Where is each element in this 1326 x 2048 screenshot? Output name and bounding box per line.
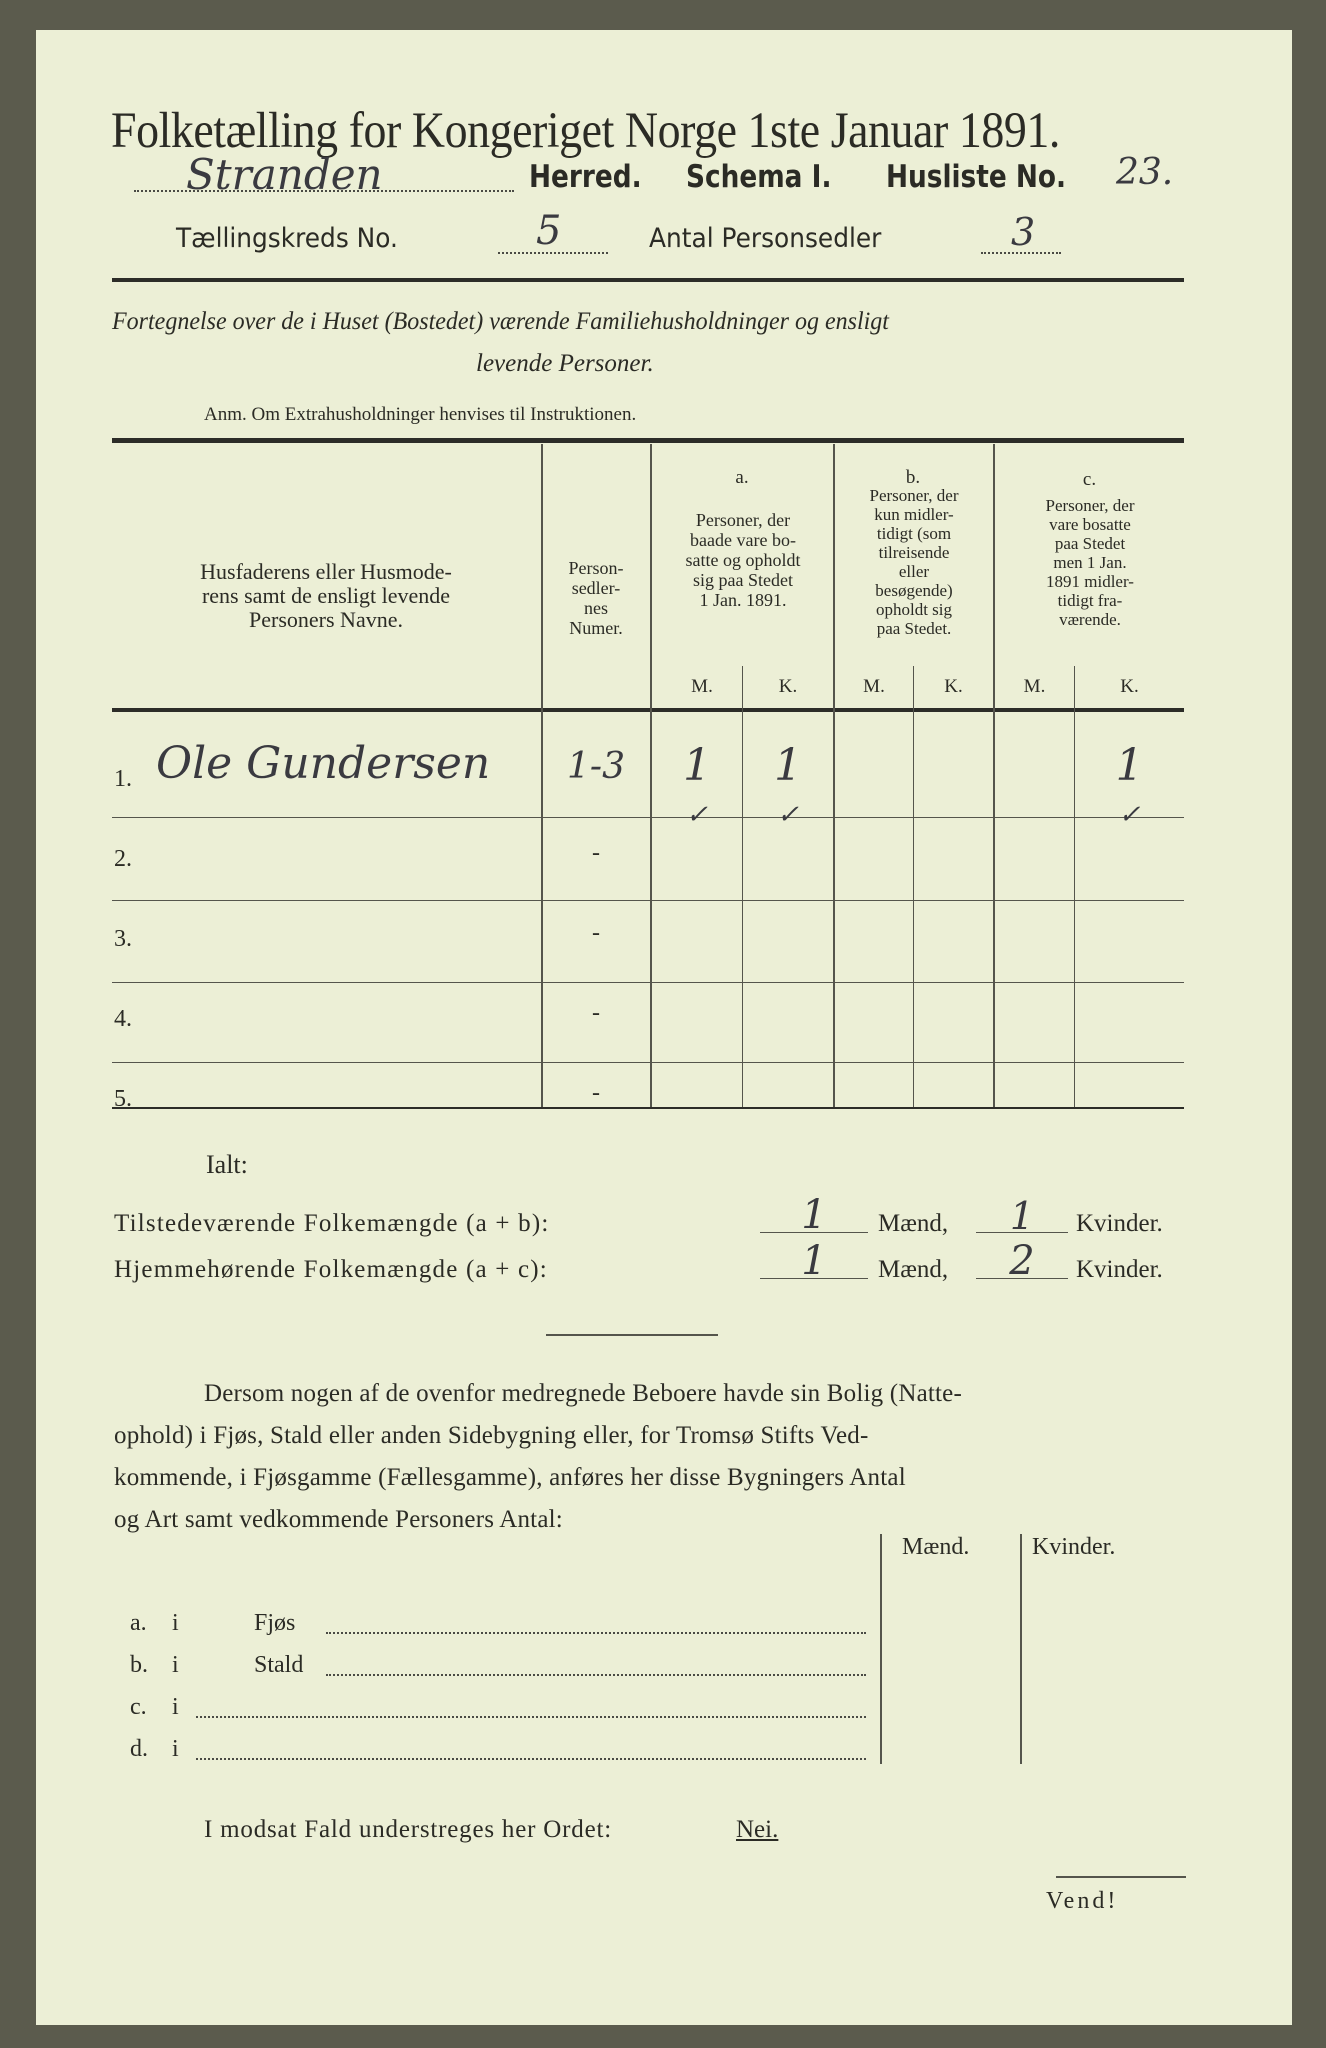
bolig-line2-text: ophold) i Fjøs, Stald eller anden Sidebygning eller, for Tromsø Stifts Ved- xyxy=(114,1422,869,1449)
section-divider xyxy=(546,1334,718,1336)
row-separator xyxy=(112,900,1184,901)
col-header-numer-l2: sedler- xyxy=(571,578,621,598)
col-header-numer xyxy=(544,558,648,638)
col-header-b-l8: paa Stedet. xyxy=(876,619,952,638)
col-divider-b xyxy=(993,444,995,1107)
col-divider-a-mk xyxy=(742,666,743,1107)
col-divider-name xyxy=(541,444,543,1107)
kreds-label: Tællingskreds No. xyxy=(176,223,398,254)
row-number: 5. xyxy=(114,1086,132,1112)
modsat-label: I modsat Fald understreges her Ordet: xyxy=(204,1816,612,1843)
col-header-numer-l4: Numer. xyxy=(569,618,623,638)
anm-note: Anm. Om Extrahusholdninger henvises til Instruktionen. xyxy=(204,404,637,425)
row-number: 3. xyxy=(114,926,132,952)
hjemme-kvinder-value: 2 xyxy=(1009,1238,1035,1284)
intro-line1: Fortegnelse over de i Huset (Bostedet) værende Familiehusholdninger og ensligt xyxy=(112,308,889,335)
person-name: Ole Gundersen xyxy=(156,738,491,789)
col-header-b-l2: kun midler- xyxy=(874,505,954,524)
col-header-numer-l3: nes xyxy=(584,598,608,618)
col-header-a-letter: a. xyxy=(735,467,749,488)
hjemme-kvinder-label: Kvinder. xyxy=(1076,1256,1163,1283)
hjemme-maend-label: Mænd, xyxy=(878,1256,949,1283)
col-header-names-l3: Personers Navne. xyxy=(249,607,403,632)
col-header-b-letter: b. xyxy=(905,467,921,488)
col-divider-c-mk xyxy=(1074,666,1075,1107)
col-header-numer-l1: Person- xyxy=(568,558,624,578)
bolig-line1: Dersom nogen af de ovenfor medregnede Beboere havde sin Bolig (Natte- xyxy=(204,1380,962,1407)
tilstede-kvinder-value: 1 xyxy=(1009,1194,1035,1238)
table-header-bottom-rule xyxy=(112,708,1184,712)
bolig-dotted-line xyxy=(326,1674,866,1676)
col-header-b-l4: tilreisende xyxy=(878,543,950,562)
bolig-line4: og Art samt vedkommende Personers Antal: xyxy=(114,1506,563,1533)
herred-label: Herred. xyxy=(529,159,642,195)
cell-a-m: ✓ xyxy=(686,800,708,830)
col-divider-b-mk xyxy=(913,666,914,1107)
kreds-number: 5 xyxy=(536,208,562,254)
col-header-b-l5: eller xyxy=(898,562,930,581)
personsedler-label: Antal Personsedler xyxy=(649,223,882,254)
bolig-col-divider-2 xyxy=(1020,1534,1022,1764)
bolig-col-divider-1 xyxy=(880,1534,882,1764)
col-header-b-l1: Personer, der xyxy=(869,486,959,505)
bolig-kvinder-header: Kvinder. xyxy=(1032,1534,1116,1560)
c-k-label: K. xyxy=(1120,676,1139,697)
col-header-c-l1: Personer, der xyxy=(1045,496,1135,515)
col-header-c-l2: vare bosatte xyxy=(1049,515,1131,534)
col-header-b-l3: tidigt (som xyxy=(876,524,952,543)
col-header-b-l7: opholdt sig xyxy=(875,600,953,619)
row-separator xyxy=(112,982,1184,983)
bolig-letter: a. xyxy=(130,1610,147,1636)
schema-label: Schema I. xyxy=(686,159,832,195)
col-header-a-l5: 1 Jan. 1891. xyxy=(699,590,787,610)
bolig-label: Stald xyxy=(254,1652,304,1678)
bolig-letter: b. xyxy=(130,1652,148,1678)
col-header-c-l4: men 1 Jan. xyxy=(1053,553,1127,572)
table-bottom-rule xyxy=(112,1107,1184,1109)
bolig-prep: i xyxy=(172,1610,179,1636)
col-header-a-l3: satte og opholdt xyxy=(685,550,801,570)
person-numer: - xyxy=(592,840,600,866)
col-header-names xyxy=(116,560,536,632)
bolig-label: Fjøs xyxy=(254,1610,296,1636)
personsedler-count: 3 xyxy=(1011,210,1036,254)
bolig-line3: kommende, i Fjøsgamme (Fællesgamme), anføres her disse Bygningers Antal xyxy=(114,1464,906,1491)
vend-label: Vend! xyxy=(1046,1888,1119,1914)
bolig-line2 xyxy=(114,1422,868,1450)
col-header-c-letter: c. xyxy=(1082,469,1097,490)
tilstede-label: Tilstedeværende Folkemængde (a + b): xyxy=(114,1210,550,1237)
form-title: Folketælling for Kongeriget Norge 1ste Januar 1891. xyxy=(111,103,1060,159)
vend-rule xyxy=(1056,1876,1186,1878)
bolig-prep: i xyxy=(172,1736,179,1762)
row-separator xyxy=(112,1062,1184,1063)
ialt-label: Ialt: xyxy=(206,1150,248,1179)
col-header-c-l7: værende. xyxy=(1059,610,1121,629)
table-top-rule xyxy=(112,438,1184,443)
husliste-label: Husliste No. xyxy=(886,159,1067,195)
col-header-a-l1: Personer, der xyxy=(695,510,791,530)
col-header-a-l4: sig paa Stedet xyxy=(693,570,793,590)
bolig-maend-header: Mænd. xyxy=(902,1534,970,1560)
col-header-a xyxy=(654,510,832,610)
person-numer: 1-3 xyxy=(567,746,625,787)
header-rule xyxy=(112,278,1184,282)
col-header-b-l6: besøgende) xyxy=(875,581,953,600)
husliste-number: 23. xyxy=(1116,152,1174,193)
cell-a-m: 1 xyxy=(683,740,711,791)
row-number: 2. xyxy=(114,846,132,872)
col-header-a-l2: baade vare bo- xyxy=(690,530,796,550)
col-header-c-l6: tidigt fra- xyxy=(1057,591,1123,610)
col-divider-a xyxy=(833,444,835,1107)
col-header-c-l5: 1891 midler- xyxy=(1046,572,1134,591)
cell-a-k: 1 xyxy=(774,740,802,791)
bolig-dotted-line xyxy=(326,1632,866,1634)
hjemme-maend-value: 1 xyxy=(801,1238,827,1284)
bolig-letter: d. xyxy=(130,1736,148,1762)
col-header-b xyxy=(836,486,992,638)
bolig-prep: i xyxy=(172,1652,179,1678)
b-m-label: M. xyxy=(863,676,885,697)
person-numer: - xyxy=(592,1080,600,1106)
row-separator xyxy=(112,817,1184,818)
tilstede-maend-value: 1 xyxy=(801,1192,827,1238)
row-number: 4. xyxy=(114,1006,132,1032)
row-number: 1. xyxy=(114,766,132,792)
col-header-names-l1: Husfaderens eller Husmode- xyxy=(200,559,452,584)
hjemme-label: Hjemmehørende Folkemængde (a + c): xyxy=(114,1256,548,1283)
col-header-c xyxy=(996,496,1184,629)
col-header-c-l3: paa Stedet xyxy=(1054,534,1126,553)
a-k-label: K. xyxy=(778,676,798,697)
bolig-dotted-line xyxy=(196,1716,866,1718)
cell-c-k: ✓ xyxy=(1118,800,1141,830)
tilstede-maend-label: Mænd, xyxy=(878,1210,949,1237)
a-m-label: M. xyxy=(691,676,713,697)
person-numer: - xyxy=(592,1000,600,1026)
c-m-label: M. xyxy=(1023,676,1046,697)
place-name: Stranden xyxy=(186,150,383,199)
nei-word: Nei. xyxy=(736,1816,779,1843)
tilstede-kvinder-label: Kvinder. xyxy=(1076,1210,1163,1237)
cell-c-k: 1 xyxy=(1115,740,1144,791)
census-form-page xyxy=(36,30,1292,2025)
cell-a-k: ✓ xyxy=(777,800,799,830)
bolig-dotted-line xyxy=(196,1758,866,1760)
b-k-label: K. xyxy=(944,676,963,697)
col-header-names-l2: rens samt de ensligt levende xyxy=(201,583,451,608)
intro-line2: levende Personer. xyxy=(476,350,654,377)
bolig-letter: c. xyxy=(130,1694,147,1720)
bolig-prep: i xyxy=(172,1694,179,1720)
person-numer: - xyxy=(592,920,600,946)
